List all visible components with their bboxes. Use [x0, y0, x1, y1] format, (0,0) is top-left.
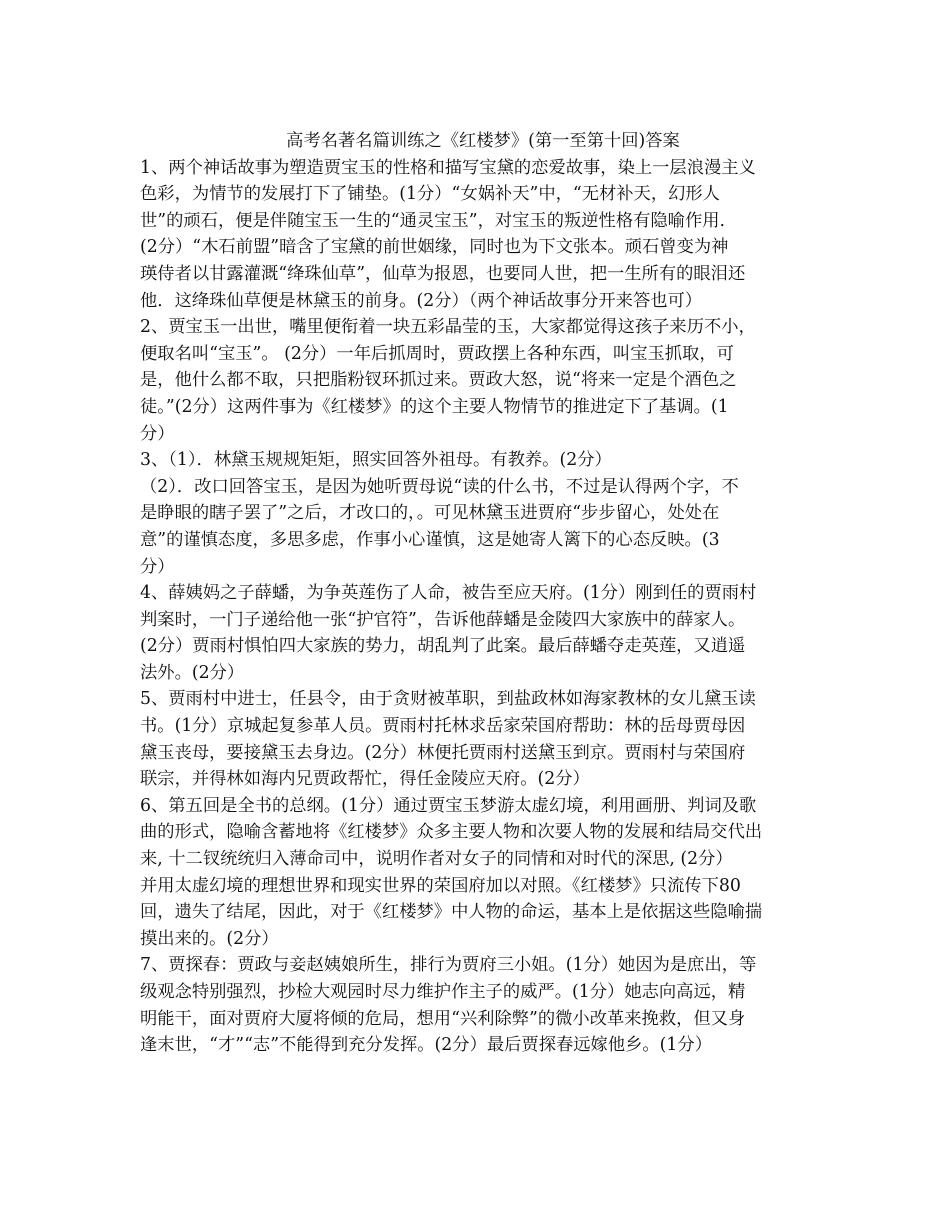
answer-paragraph [140, 793, 812, 953]
answer-line: 他．这绛珠仙草便是林黛玉的前身。(2分）（两个神话故事分开来答也可） [140, 290, 703, 311]
answer-line: (2分）贾雨村惧怕四大家族的势力，胡乱判了此案。最后薛蟠夺走英莲，又逍遥 [140, 636, 746, 657]
answer-line: 书。(1分）京城起复参革人员。贾雨村托林求岳家荣国府帮助：林的岳母贾母因 [140, 716, 746, 737]
answer-line: 分） [140, 423, 175, 444]
answer-line: 曲的形式，隐喻含蓄地将《红楼梦》众多主要人物和次要人物的发展和结局交代出 [140, 822, 763, 843]
answer-line: 级观念特别强烈，抄检大观园时尽力维护作主子的威严。(1分）她志向高远，精 [140, 982, 746, 1002]
answer-line: 5、贾雨村中进士，任县令，由于贪财被革职，到盐政林如海家教林的女儿黛玉读 [140, 689, 756, 710]
answer-line: (2分）“木石前盟”暗含了宝黛的前世姻缘，同时也为下文张本。顽石曾变为神 [140, 237, 729, 258]
answer-line: 来, 十二钗统统归入薄命司中，说明作者对女子的同情和对时代的深思, (2分） [140, 849, 733, 870]
answer-line: （2）．改口回答宝玉，是因为她听贾母说“读的什么书，不过是认得两个字，不 [140, 476, 739, 497]
answer-line: 摸出来的。(2分） [140, 928, 279, 949]
answer-line: 逢末世，“才”“志”不能得到充分发挥。(2分）最后贾探春远嫁他乡。(1分） [140, 1035, 712, 1056]
answer-list [140, 155, 812, 1059]
answer-line: 世”的顽石，便是伴随宝玉一生的“通灵宝玉”，对宝玉的叛逆性格有隐喻作用. [140, 210, 725, 231]
answer-paragraph [140, 580, 812, 686]
answer-line: 是睁眼的瞎子罢了”之后，才改口的，。可见林黛玉进贾府“步步留心，处处在 [140, 503, 720, 524]
answer-line: 3、（1）．林黛玉规规矩矩，照实回答外祖母。有教养。(2分） [140, 450, 612, 471]
answer-paragraph [140, 952, 812, 1058]
answer-line: 意”的谨慎态度，多思多虑，作事小心谨慎，这是她寄人篱下的心态反映。(3 [140, 529, 720, 550]
answer-line: 色彩，为情节的发展打下了铺垫。(1分）“女娲补天”中，“无材补天，幻形人 [140, 184, 720, 205]
answer-paragraph [140, 155, 812, 315]
answer-line: 法外。(2分） [140, 662, 245, 683]
document-title: 高考名著名篇训练之《红楼梦》(第一至第十回)答案 [286, 131, 680, 151]
answer-line: 回，遗失了结尾，因此，对于《红楼梦》中人物的命运，基本上是依据这些隐喻揣 [140, 902, 763, 923]
answer-paragraph [140, 474, 812, 580]
answer-paragraph [140, 314, 812, 447]
answer-line: 4、薛姨妈之子薛蟠，为争英莲伤了人命，被告至应天府。(1分）刚到任的贾雨村 [140, 583, 757, 604]
answer-paragraph [140, 447, 812, 474]
answer-line: 联宗，并得林如海内兄贾政帮忙，得任金陵应天府。(2分） [140, 769, 590, 790]
answer-paragraph [140, 686, 812, 792]
answer-line: 6、第五回是全书的总纲。(1分）通过贾宝玉梦游太虚幻境，利用画册、判词及歌 [140, 795, 757, 816]
answer-line: 1、两个神话故事为塑造贾宝玉的性格和描写宝黛的恋爱故事，染上一层浪漫主义 [140, 157, 756, 178]
answer-line: 分） [140, 556, 175, 577]
answer-line: 徒。”(2分）这两件事为《红楼梦》的这个主要人物情节的推进定下了基调。(1 [140, 396, 729, 417]
document-page [140, 128, 812, 1059]
answer-line: 2、贾宝玉一出世，嘴里便衔着一块五彩晶莹的玉，大家都觉得这孩子来历不小， [140, 317, 756, 338]
answer-line: 判案时，一门子递给他一张“护官符”，告诉他薛蟠是金陵四大家族中的薛家人。 [140, 609, 746, 630]
answer-line: 是，他什么都不取，只把脂粉钗环抓过来。贾政大怒，说“将来一定是个酒色之 [140, 370, 737, 391]
answer-line: 便取名叫“宝玉”。 (2分）一年后抓周时，贾政摆上各种东西，叫宝玉抓取，可 [140, 343, 734, 364]
answer-line: 黛玉丧母，要接黛玉去身边。(2分）林便托贾雨村送黛玉到京。贾雨村与荣国府 [140, 742, 746, 763]
answer-line: 7、贾探春：贾政与妾赵姨娘所生，排行为贾府三小姐。(1分）她因为是庶出，等 [140, 955, 757, 976]
answer-line: 瑛侍者以甘露灌溉“绛珠仙草”，仙草为报恩，也要同人世，把一生所有的眼泪还 [140, 263, 746, 284]
answer-line: 明能干，面对贾府大厦将倾的危局，想用“兴利除弊”的微小改革来挽救，但又身 [140, 1008, 746, 1029]
answer-line: 并用太虚幻境的理想世界和现实世界的荣国府加以对照。《红楼梦》只流传下80 [140, 875, 741, 896]
